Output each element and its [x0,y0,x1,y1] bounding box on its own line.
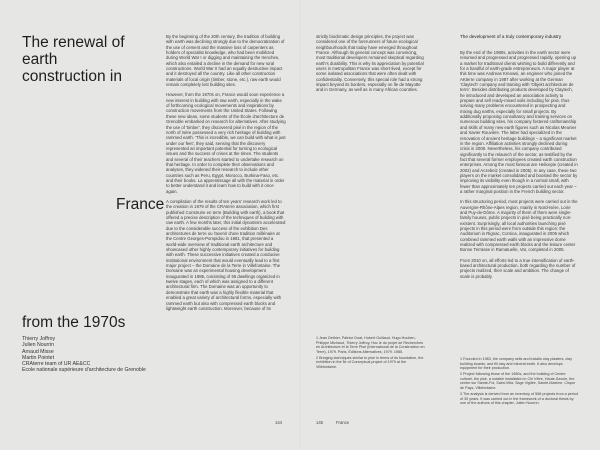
right-page-body-column-2 [460,50,578,352]
body-paragraph: From 2010 on, all efforts led to a true intensification of earth-based architectural production, both regarding the number of projects realized, their scale and ambition. The change of scale is probably [460,257,576,279]
page-number-right: 145 [316,420,323,425]
section-subheading: The development of a truly contemporary industry [460,34,562,39]
running-footer: France [336,420,350,425]
page-gutter [299,0,301,450]
footnote: 1 Jean Dethier, Patrice Doat, Hubert Guillaud, Hugo Houben, Philippe Michaud, Thierry Joffroy, Hoc le du projet de Recherches en Architecture et la Terre Pisé (International de la Construction en Terre), 1979. Paris, Éditions Alternatives, 1979. 1985. [316,336,425,354]
author-affiliation: CRAterre team of UR AE&CC [22,361,91,368]
body-paragraph: By the beginning of the 20th century, the tradition of building with earth was declining strongly due to the democratization of the use of cement and the massive loss of carpenters as holders of specialist knowledge, who had been mobilized during World War I or digging and maintaining the trenches, which also entailed a decline in the demand for new rural constructions. World War II had an equally destructive impact and it destroyed all the country. Like all other construction materials of local origin (timber, stone, etc.), raw earth would remain completely lost building sites. [166,34,285,88]
chapter-title-era: from the 1970s [22,314,126,331]
author-name: Arnaud Misse [22,348,54,355]
footnotes-right [460,357,578,407]
chapter-title-country: France [116,196,165,213]
footnote: 2 Project following those of the 1980s, and the building of Centre culturel, the pisé, a notable installation in Chi Vêtre, Haute-Savoie, the centre sur Sainte-Foi, Saint-Vitia, Sage Vigilée, Sainte-Maxime, Cirque de Pays, Villefontaine. [460,372,576,391]
chapter-title: The renewal of earth construction in [22,34,125,85]
author-name: Thierry Joffroy [22,336,56,342]
body-paragraph: By the end of the 1980s, activities in the earth sector were resumed and progressed and progressed rapidly, opening up a market for traditional clients wishing to build differently and for a handful of earth-grade entrepreneurs. A major player at this time was Andreas Kreowsi, an engineer who joined the AKterre company in 1987 after working at the German 'Claytech' company and training with 'Objekt architecture de terre'. Besides distributing products developed by Claytech, he introduced and developed an association activity to prepare and sell ready-mixed soils including for pisé, thus solving many problems encountered in prospecting and mixing dug earths, especially for small projects. By additionally proposing consultancy and training services on numerous building sites, his company fostered craftsmanship and skills of many new earth figures such as Nicolas Meunier and Xavier Rouvière. The latter had specialized in the renovation of ancient heritage buildings – a significant market in the region. Affiliation activities strongly declined during crisis in 2008. Nevertheless, his company contributed significantly to the relaunch of the sector, as testified by the fact that several former employees created earth construction enterprises. Among the most famous are Helicepie (created in 2002) and Aczebeiz (created in 2005). In any case, these two players on the market consolidated and boosted the sector by improving its visibility even though in a normal small, with fewer than approximately ten projects carried out each year – a rather marginal position in the French building sector. [460,50,578,194]
left-page-body-column [166,34,286,410]
body-paragraph: In this structuring period, most projects were carried out in the Auvergne-Rhône-Alpes region, mainly in Nord-Isère, Loire and Puy-de-Dôme. A majority of them of them were single-family houses, public projects in pisé being practically non-existent. Surprisingly, all local authorities launching pisé projects in this period were from outside this region: the Auditorium in Rignac, Corsica, inaugurated in 2006 which combined rammed earth walls with an impressive dome realized with compressed earth blocks and the leisure center Bonne Terrasse in Ramatuelle, Var, completed in 2005. [460,199,578,253]
footnote: 3 The analysis is derived from an inventory of 566 projects from a period of 30 years. It was carried out in the framework of a doctoral thesis by one of the authors of this chapter, Julien Nourrin. [460,392,578,406]
footnotes-center [316,336,426,371]
body-paragraph: strictly bioclimatic design principles, the project was considered one of the forerunners of future ecological neighbourhoods that today have emerged throughout France. Although its general concept was convincing, most traditional developers remained skeptical regarding earth's durability. This is why its appreciation by potential users in metropolitan France was short-lived, except for some isolated associations that were often dealt with confidentiality. Conversely, this special role had a strong impact beyond its borders, especially on Île de Mayotte and in Germany, as well as in many African countries. [316,34,424,93]
author-name: Julien Nourrin [22,342,55,349]
right-page-body-column [316,34,426,332]
body-paragraph: However, from the 1970s on, France would soon experience a new interest in building with raw earth, especially in the wake of forthcoming ecological movements and inspirations by construction movements from the United States. Following these new ideas, some students of the École d'architecture de Grenoble embarked on research for alternatives. After studying the use of 'timber', they discovered pisé in the region of the north of Isère possessed a very rich heritage of building with rammed earth. 'This is incredible, we can build with what is just under our feet', they said, sensing that the discovery represented an important potential for turning to ecological issues and the success of crises at the times. The students and several of their teachers started to undertake research on that heritage. In order to complete their observations and analyses, they widened their research to include other countries such as Peru, Egypt, Morocco, Burkina-Faso, etc. and their books. La apprentissage all with the material in order to better understand it and learn how to build with it once again. [166,92,286,194]
page-number-left: 144 [275,420,282,425]
footnote: 1 Founded in 1983, the company sells and installs clay plasters, clay building boards, and fill clay and mineral earth. It also develops equipment for their production. [460,357,572,371]
footnote: 2 Bringing tachniques similar to pisé in terms of its foundation, the exhibition in the Île of Conceptual project of 1979 at the Villefontaine. [316,355,424,370]
author-name: Martin Pointet [22,354,55,361]
author-affiliation: Ecole nationale supérieure d'architecture de Grenoble [22,367,146,374]
body-paragraph: A compilation of the results of ten years' research work led to the creation in 1979 of the CRAterre association, which first published Construire en terre (Building with earth), a book that offered a precise description of the techniques of building with raw earth. A few months later, this initial dynamism accelerated due to the considerable success of the exhibition Des architectures de terre ou l'avenir d'une tradition millénaire at the Centre Georges-Pompidou in 1981, that presented a world-wide overview of traditional earth architecture and showcased other highly contemporary initiatives for building with earth. These successive initiatives created a conducive institutional environment that would eventually lead to a first major project – the Domaine de la Terre in Villefontaine. The Domaine was an experimental housing development inaugurated in 1985, consisting of 65 dwellings organized in twelve stages, each of which was assigned to a different architectural firm. The Domaine was an opportunity to demonstrate that earth was a highly flexible material that enabled a great variety of architectural forms, especially with rammed earth but also with compressed earth blocks and lightweight earth construction. Moreover, because of its [166,198,286,311]
